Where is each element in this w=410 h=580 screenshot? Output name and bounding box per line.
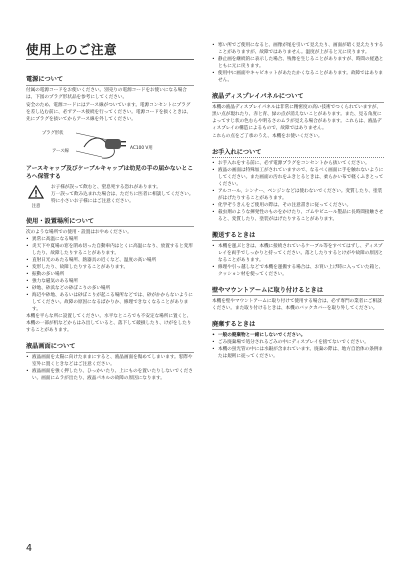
panel-heading: 液晶ディスプレイパネルについて: [212, 91, 384, 103]
list-item-detail: • 変形したり、故障したりすることがあります。: [26, 264, 194, 271]
environment-list-3: [26, 271, 194, 292]
power-section: [26, 74, 194, 209]
cap-storage-heading: アースキャップ及びケーブルキャップは幼児の手の届かないところへ保管する: [26, 165, 194, 180]
caution-line: 特に小さいお子様にはご注意ください。: [51, 198, 134, 204]
panel-paragraph-2: これらの点をご了承のうえ、本機をお使いください。: [212, 133, 323, 139]
care-heading: お手入れについて: [212, 147, 384, 159]
environment-list-2: [26, 257, 194, 264]
environment-heading: 使用・設置場所について: [26, 216, 194, 228]
mounting-paragraph: 本機を壁やマウントアームに取り付けて使用する場合は、必ず専門の業者にご相談ください。また取り付けるときは、本機のバックカバーを取り外してください。: [212, 298, 382, 311]
list-item: • 強力な磁気のある場所: [26, 278, 194, 285]
screen-list: [26, 354, 194, 382]
right-column: [212, 42, 384, 367]
environment-intro: 次のような場所での使用・設置はおやめください。: [26, 229, 132, 235]
list-item-detail-list: [26, 243, 194, 257]
list-item: • 振動の多い場所: [26, 271, 194, 278]
list-item: • 使用中に画面やキャビネットがあたたかくなることがあります。故障ではありません。: [212, 70, 384, 84]
mounting-section: [212, 285, 384, 312]
list-item: • 静止画を継続的に表示した場合、残像を生じることがありますが、時間の経過とともに元に戻ります。: [212, 56, 384, 70]
disposal-list: [212, 332, 384, 360]
environment-section: [26, 216, 194, 335]
list-item-detail: • 海辺や砂地、あるいは砂ぼこりが起こる場所などでは、砂がかからないようにしてください。故障の原因になるばかりか、修理できなくなることがあります。: [26, 292, 194, 313]
list-item: • 本機を運ぶときは、本機に接続されているケーブル等をすべてはずし、ディスプレイを両手でしっかりと持ってください。落としたりするとけがや故障の原因となることがあります。: [212, 243, 384, 264]
list-item: • 一般の廃棄物と一緒にしないでください。: [212, 332, 384, 339]
moving-heading: 搬送するときは: [212, 230, 384, 242]
list-item-detail-list-2: [26, 264, 194, 271]
ground-wire-label: アース線: [52, 148, 69, 154]
list-item: • アルコール、シンナー、ベンジンなどは使わないでください。変質したり、塗装がはげたりすることがあります。: [212, 188, 384, 202]
moving-section: [212, 230, 384, 278]
list-item: • 化学ぞうきんをご使用の際は、その注意書きに従ってください。: [212, 202, 384, 209]
moving-list: [212, 243, 384, 278]
list-item: • 液晶の画面は特殊加工がされていますので、なるべく画面に手を触れないようにしてください。また画面の汚れをふきとるときは、柔らかい布で軽くふきとってください。: [212, 167, 384, 188]
disposal-heading: 廃棄するときは: [212, 319, 384, 331]
title-divider: [26, 59, 194, 60]
screen-continued: [212, 42, 384, 84]
list-item: • 砂地、砂浜などの砂ぼこりの多い場所: [26, 285, 194, 292]
caution-block: [26, 184, 194, 209]
list-item: • 液晶画面を強く押したり、ひっかいたり、上にものを置いたりしないでください。画面にムラが出たり、液晶パネルの故障の原因になります。: [26, 368, 194, 382]
list-item: • 直射日光のあたる場所、熱器具の近くなど、温度の高い場所: [26, 257, 194, 264]
caution-label: 注意: [31, 203, 41, 209]
power-paragraph-1: 付属の電源コードをお使いください。別売りの電源コードをお使いになる場合は、下図のプラグ形状品を参考にしてください。: [26, 88, 187, 100]
page-title: 使用上のご注意: [26, 42, 118, 57]
panel-section: [212, 91, 384, 140]
list-item: • 修理や引っ越しなどで本機を運搬する場合は、お買い上げ時に入っていた箱と、クッション材を使ってください。: [212, 264, 384, 278]
warning-triangle-icon: [28, 185, 44, 199]
page-number: 4: [26, 543, 33, 554]
environment-list: [26, 236, 194, 243]
power-paragraph-2: 安全のため、電源コードにはアース線がついています。電源コンセントにプラグを差し込む前に、必ずアース接続を行ってください。電源コードを抜くときは、先にプラグを抜いてからアース線を外してください。: [26, 102, 192, 122]
list-item: • 本機の蛍光管の中には水銀が含まれています。廃棄の際は、地方自治体の条例または規則に従ってください。: [212, 346, 384, 360]
plug-illustration: [26, 125, 194, 163]
left-column: [26, 74, 194, 389]
caution-text: [51, 184, 193, 209]
mounting-heading: 壁やマウントアームに取り付けるときは: [212, 285, 384, 297]
caution-line: お子様が誤って飲むと、窒息死する恐れがあります。: [51, 184, 161, 190]
list-item: • 寒い所でご使用になると、画像が尾を引いて見えたり、画面が暗く見えたりすることがありますが、故障ではありません。温度が上がると元に戻ります。: [212, 42, 384, 56]
screen-heading: 液晶画面について: [26, 341, 194, 353]
list-item: • お手入れをする前に、必ず電源プラグをコンセントから抜いてください。: [212, 160, 384, 167]
caution-sign: [26, 184, 46, 209]
list-item: • 異常に高温になる場所: [26, 236, 194, 243]
list-item-detail: • 炎天下や夏場の窓を閉め切った自動車内はとくに高温になり、放置すると変形したり、故障したりすることがあります。: [26, 243, 194, 257]
plug-shape-label: プラグ形状: [42, 130, 64, 136]
care-section: [212, 147, 384, 223]
care-list: [212, 160, 384, 223]
screen-continued-list: [212, 42, 384, 84]
list-item: • 殺虫剤のような揮発性のものをかけたり、ゴムやビニール製品に長時間接触させると、変質したり、塗装がはげたりすることがあります。: [212, 209, 384, 223]
caution-line: 万一誤って飲み込まれた場合は、ただちに医者に相談してください。: [51, 191, 194, 197]
panel-paragraph-1: 本機の液晶ディスプレイパネルは非常に精密度の高い技術でつくられていますが、黒い点が現れたり、赤と青、緑の点が消えないことがあります。また、見る角度によってすじ状の色むらや明るさのムラが見える場合があります。これらは、液晶ディスプレイの構造によるもので、故障ではありません。: [212, 105, 382, 131]
screen-section: [26, 341, 194, 382]
list-item: • 液晶画面を太陽に向けたままにすると、液晶画面を傷めてしまいます。窓際や室外に置くときなどはご注意ください。: [26, 354, 194, 368]
environment-note: 本機を平らな所に設置してください。水平なところでも不安定な場所に置くと、本機の一部が机などからはみ出していると、落下して破損したり、けがをしたりすることがあります。: [26, 314, 192, 333]
list-item: • ごみ廃棄場で処分されるごみの中にディスプレイを捨てないでください。: [212, 339, 384, 346]
power-heading: 電源について: [26, 74, 194, 86]
voltage-label: AC100 V用: [130, 145, 153, 151]
disposal-section: [212, 319, 384, 360]
list-item-detail-list-3: [26, 292, 194, 313]
